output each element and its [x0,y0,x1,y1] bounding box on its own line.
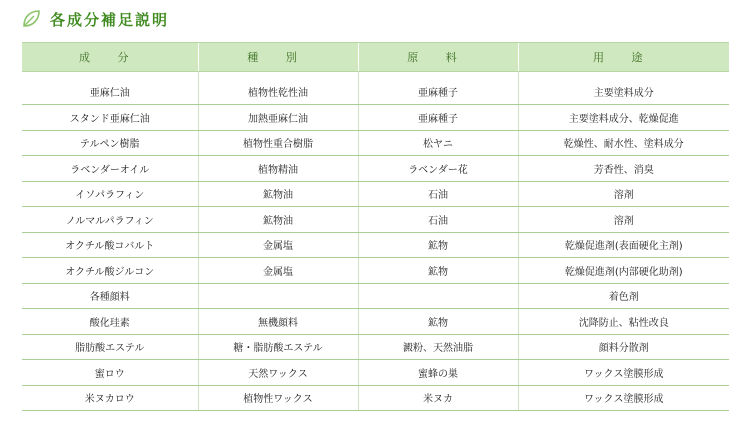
table-header-row [22,43,729,72]
cell-type: 植物性乾性油 [198,72,358,105]
page-title: 各成分補足説明 [50,10,170,29]
cell-type: 植物性重合樹脂 [198,130,358,156]
cell-purpose: ワックス塗膜形成 [518,385,729,411]
ingredients-table [22,42,729,411]
cell-purpose: 着色剤 [518,283,729,309]
table-row [22,181,729,207]
cell-purpose: 乾燥促進剤(表面硬化主剤) [518,232,729,258]
cell-component: 米ヌカロウ [22,385,198,411]
cell-material: 松ヤニ [358,130,518,156]
cell-component: テルペン樹脂 [22,130,198,156]
cell-material: 澱粉、天然油脂 [358,334,518,360]
cell-type: 無機顔料 [198,309,358,335]
cell-purpose: 沈降防止、粘性改良 [518,309,729,335]
cell-component: 亜麻仁油 [22,72,198,105]
table-row [22,334,729,360]
header-material: 原 料 [358,43,518,72]
cell-type: 加熱亜麻仁油 [198,105,358,131]
cell-component: 蜜ロウ [22,360,198,386]
header-purpose: 用 途 [518,43,729,72]
cell-material: 鉱物 [358,309,518,335]
cell-component: 酸化珪素 [22,309,198,335]
cell-material: 亜麻種子 [358,105,518,131]
ingredients-table-wrap [22,42,729,411]
cell-material: 石油 [358,207,518,233]
cell-material: ラベンダー花 [358,156,518,182]
cell-type: 植物性ワックス [198,385,358,411]
cell-material: 鉱物 [358,232,518,258]
table-row [22,360,729,386]
leaf-icon [20,8,42,30]
cell-purpose: 顔料分散剤 [518,334,729,360]
cell-material: 蜜蜂の巣 [358,360,518,386]
cell-type: 金属塩 [198,258,358,284]
cell-type [198,283,358,309]
table-row [22,309,729,335]
table-row [22,258,729,284]
table-row [22,207,729,233]
cell-material: 石油 [358,181,518,207]
cell-component: ラベンダーオイル [22,156,198,182]
table-row [22,232,729,258]
cell-component: 脂肪酸エステル [22,334,198,360]
cell-material: 鉱物 [358,258,518,284]
cell-component: ノルマルパラフィン [22,207,198,233]
cell-material: 米ヌカ [358,385,518,411]
cell-component: オクチル酸ジルコン [22,258,198,284]
cell-component: スタンド亜麻仁油 [22,105,198,131]
cell-type: 糖・脂肪酸エステル [198,334,358,360]
cell-purpose: 乾燥促進剤(内部硬化助剤) [518,258,729,284]
cell-material [358,283,518,309]
table-row [22,156,729,182]
cell-material: 亜麻種子 [358,72,518,105]
cell-type: 植物精油 [198,156,358,182]
cell-purpose: 芳香性、消臭 [518,156,729,182]
table-row [22,130,729,156]
header-component: 成 分 [22,43,198,72]
table-body [22,72,729,411]
table-row [22,105,729,131]
cell-type: 天然ワックス [198,360,358,386]
table-row [22,283,729,309]
cell-component: 各種顔料 [22,283,198,309]
cell-type: 鉱物油 [198,181,358,207]
cell-purpose: 溶剤 [518,181,729,207]
cell-type: 金属塩 [198,232,358,258]
cell-type: 鉱物油 [198,207,358,233]
cell-component: オクチル酸コバルト [22,232,198,258]
cell-purpose: 溶剤 [518,207,729,233]
cell-purpose: ワックス塗膜形成 [518,360,729,386]
cell-component: イソパラフィン [22,181,198,207]
header-type: 種 別 [198,43,358,72]
title-bar [20,6,169,32]
cell-purpose: 主要塗料成分、乾燥促進 [518,105,729,131]
table-row [22,385,729,411]
cell-purpose: 乾燥性、耐水性、塗料成分 [518,130,729,156]
table-row [22,72,729,105]
cell-purpose: 主要塗料成分 [518,72,729,105]
